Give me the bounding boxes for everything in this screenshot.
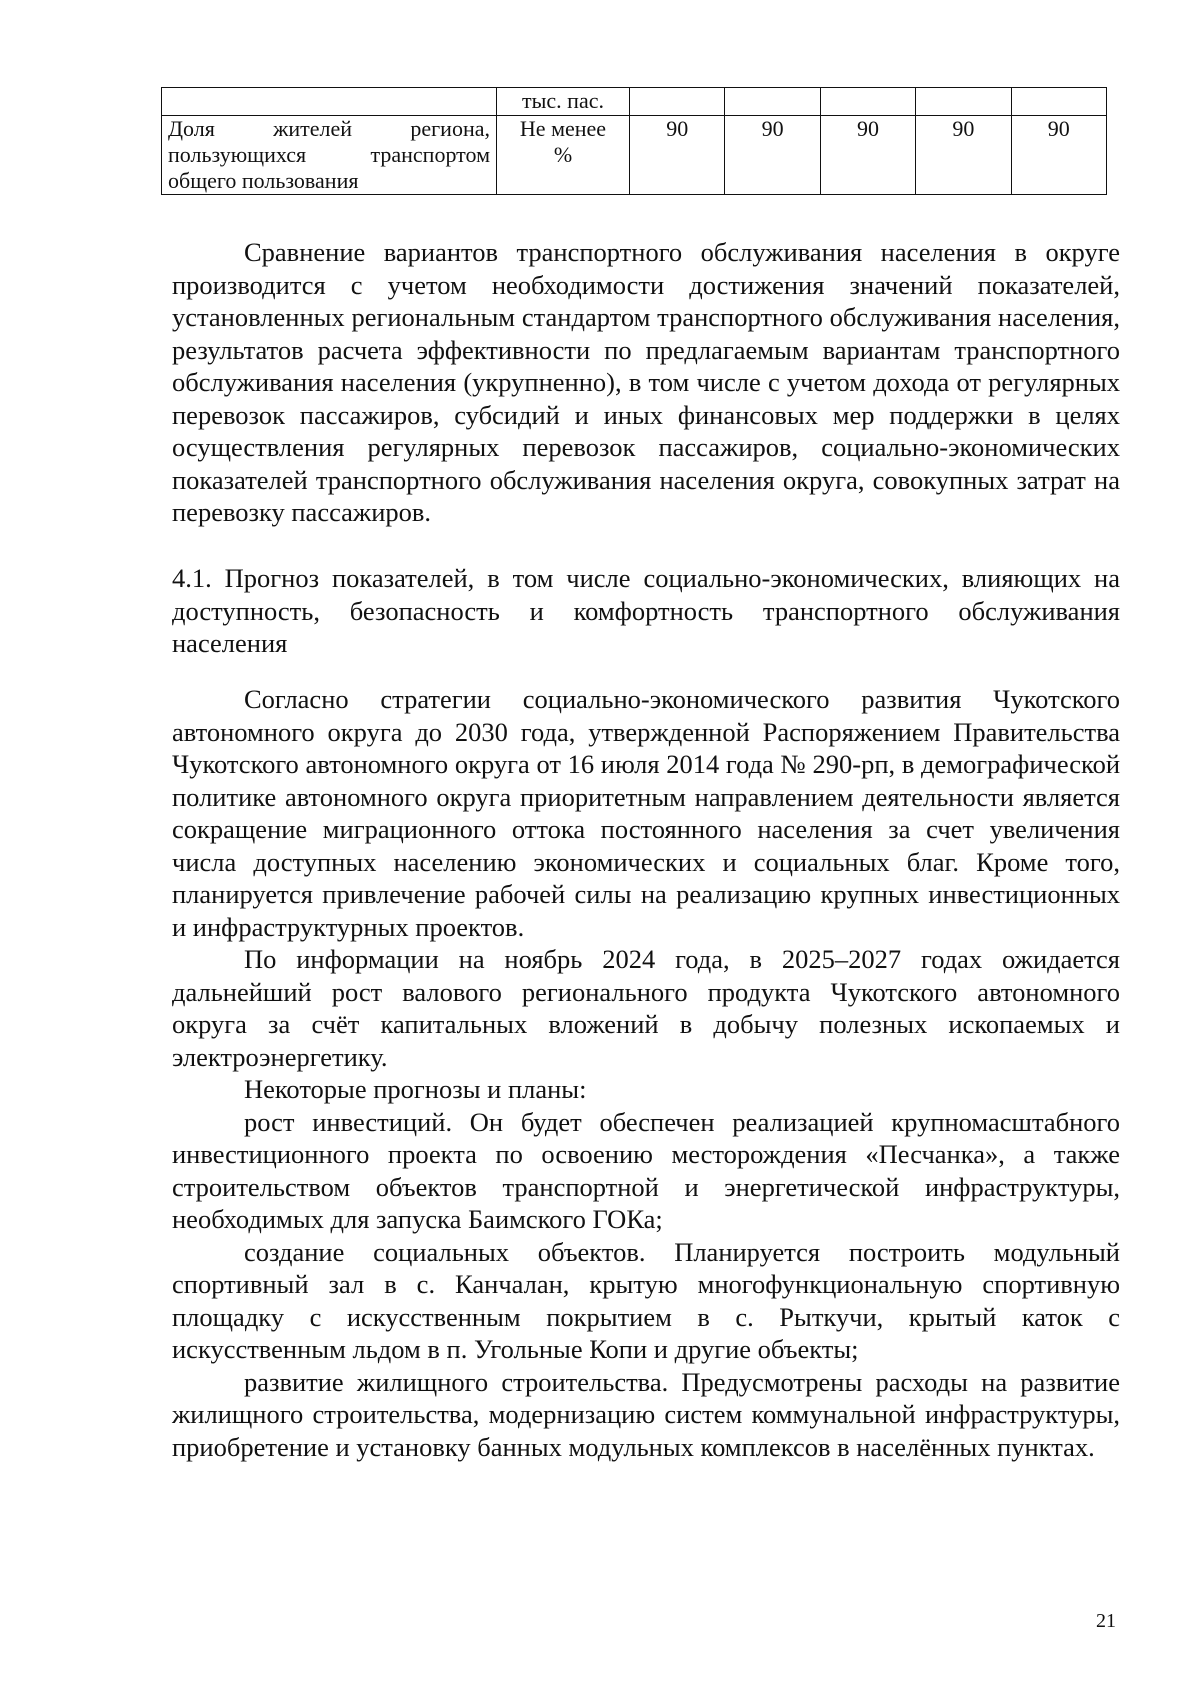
paragraph-investments: рост инвестиций. Он будет обеспечен реализацией крупномасштабного инвестиционного проекта по освоению месторождения «Песчанка», а также строительством объектов транспортной и энергетической инфраструктуры, необходимых для запуска Баимского ГОКа; [172, 1106, 1120, 1234]
table-cell-value: 90 [916, 116, 1011, 195]
unit-line-2: % [553, 142, 573, 167]
table-cell-value [630, 88, 725, 116]
table-row [162, 116, 1107, 195]
table-cell-value [916, 88, 1011, 116]
indicators-table [161, 87, 1107, 195]
table-cell-value: 90 [630, 116, 725, 195]
table-cell-value: 90 [1011, 116, 1106, 195]
paragraph-social-objects: создание социальных объектов. Планируется построить модульный спортивный зал в с. Канчалан, крытую многофункциональную спортивную площадку с искусственным покрытием в с. Рыткучи, крытый каток с искусственным льдом в п. Угольные Копи и другие объекты; [172, 1236, 1120, 1364]
page-number: 21 [1096, 1610, 1116, 1632]
table-cell-name [162, 116, 497, 195]
paragraph-strategy: Согласно стратегии социально-экономического развития Чукотского автономного округа до 2030 года, утвержденной Распоряжением Правительства Чукотского автономного округа от 16 июля 2014 года № 290-рп, в демографической политике автономного округа приоритетным направлением деятельности является сокращение миграционного оттока постоянного населения за счет увеличения числа доступных населению экономических и социальных благ. Кроме того, планируется привлечение рабочей силы на реализацию крупных инвестиционных и инфраструктурных проектов. [172, 684, 1120, 942]
unit-line-1: Не менее [519, 116, 607, 141]
table-cell-value: 90 [725, 116, 820, 195]
forecast-text-block [172, 683, 1120, 1463]
paragraph-comparison: Сравнение вариантов транспортного обслуживания населения в округе производится с учетом необходимости достижения значений показателей, установленных региональным стандартом транспортного обслуживания населения, результатов расчета эффективности по предлагаемым вариантам транспортного обслуживания населения (укрупненно), в том числе с учетом дохода от регулярных перевозок пассажиров, субсидий и иных финансовых мер поддержки в целях осуществления регулярных перевозок пассажиров, социально-экономических показателей транспортного обслуживания населения округа, совокупных затрат на перевозку пассажиров. [172, 237, 1120, 527]
comparison-paragraph-block [172, 236, 1120, 529]
indicator-name-last-line: общего пользования [168, 168, 359, 193]
table-cell-unit: тыс. пас. [497, 88, 630, 116]
table-cell-unit [497, 116, 630, 195]
section-heading-4-1: 4.1. Прогноз показателей, в том числе социально-экономических, влияющих на доступность, безопасность и комфортность транспортного обслуживания населения [172, 563, 1120, 658]
table-cell-value: 90 [820, 116, 915, 195]
paragraph-plans-intro: Некоторые прогнозы и планы: [244, 1074, 587, 1104]
paragraph-grp-forecast: По информации на ноябрь 2024 года, в 2025–2027 годах ожидается дальнейший рост валового регионального продукта Чукотского автономного округа за счёт капитальных вложений в добычу полезных ископаемых и электроэнергетику. [172, 944, 1120, 1072]
section-heading-block [172, 562, 1120, 660]
table-cell-name [162, 88, 497, 116]
paragraph-housing: развитие жилищного строительства. Предусмотрены расходы на развитие жилищного строительства, модернизацию систем коммунальной инфраструктуры, приобретение и установку банных модульных комплексов в населённых пунктах. [172, 1366, 1120, 1462]
table-cell-value [820, 88, 915, 116]
indicator-name: Доля жителей региона, пользующихся транспортом [168, 116, 490, 167]
table-cell-value [1011, 88, 1106, 116]
table-cell-value [725, 88, 820, 116]
table-row [162, 88, 1107, 116]
